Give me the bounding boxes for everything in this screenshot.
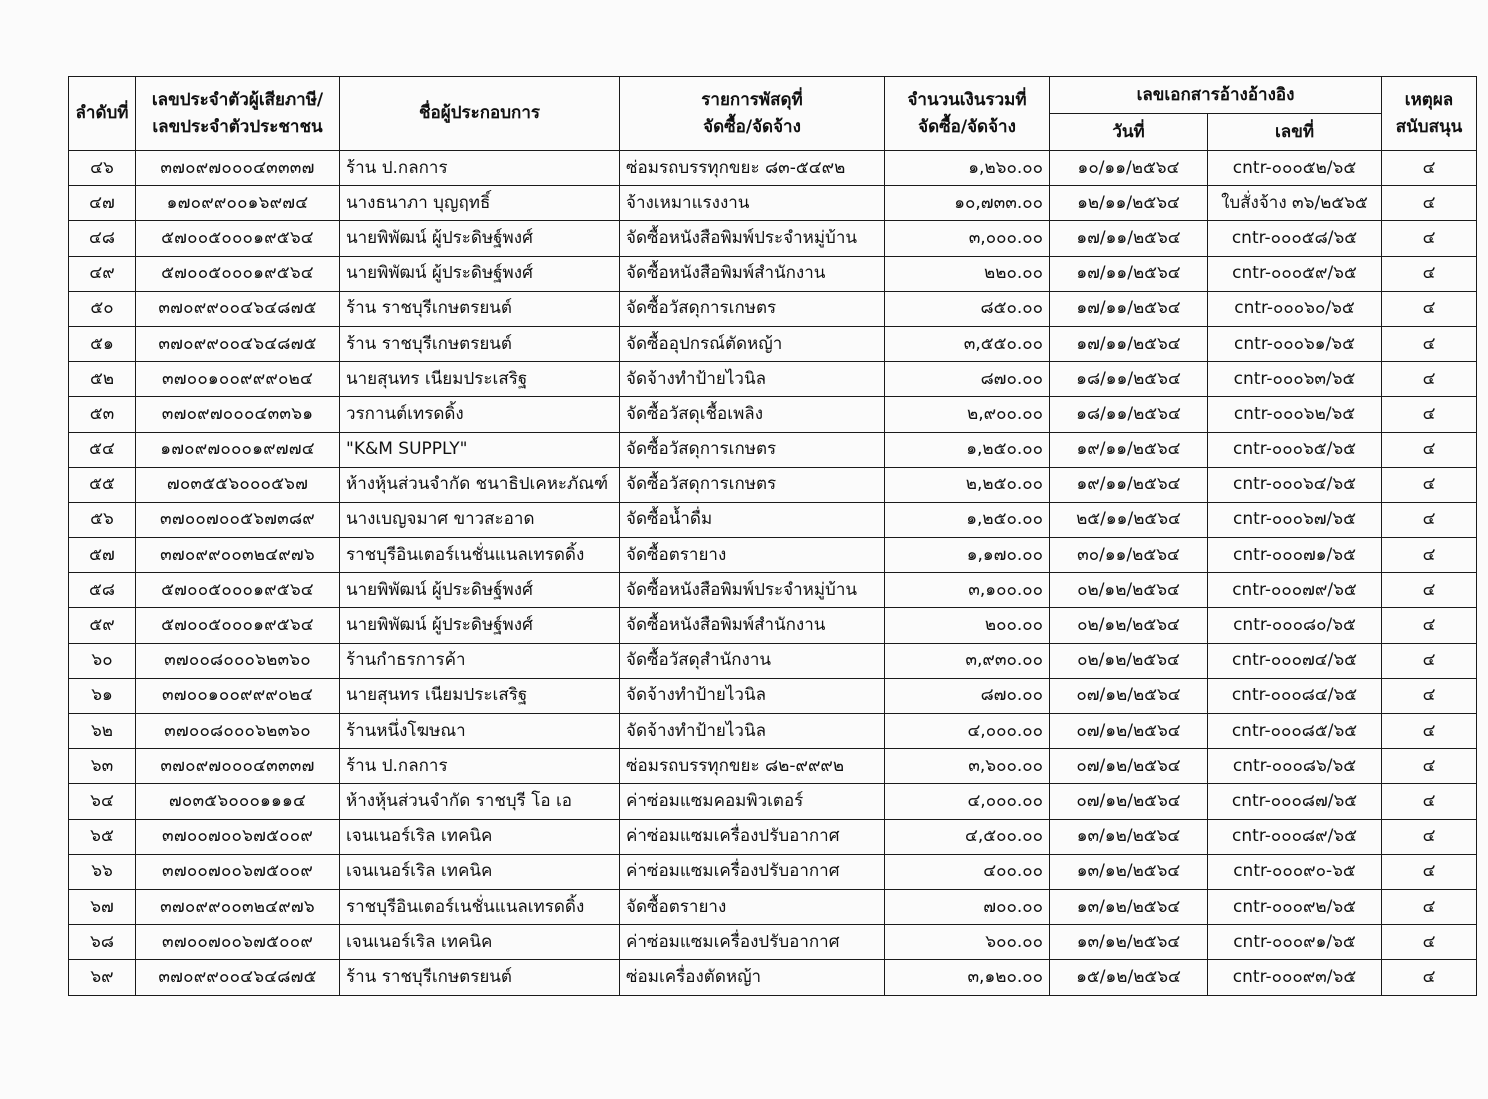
cell-no: ๖๗ <box>69 889 136 924</box>
cell-item: จัดซื้อหนังสือพิมพ์ประจำหมู่บ้าน <box>620 221 885 256</box>
cell-amount: ๘๗๐.๐๐ <box>885 362 1050 397</box>
header-taxid <box>136 77 340 151</box>
cell-date: ๐๗/๑๒/๒๕๖๔ <box>1050 714 1208 749</box>
cell-date: ๑๐/๑๑/๒๕๖๔ <box>1050 151 1208 186</box>
cell-taxid: ๓๗๐๐๗๐๐๕๖๗๓๘๙ <box>136 502 340 537</box>
cell-reason: ๔ <box>1382 573 1477 608</box>
cell-no: ๖๓ <box>69 749 136 784</box>
cell-no: ๖๒ <box>69 714 136 749</box>
cell-no: ๖๐ <box>69 643 136 678</box>
table-row <box>69 186 1477 221</box>
header-reason-line2: สนับสนุน <box>1395 116 1463 137</box>
cell-no: ๔๗ <box>69 186 136 221</box>
cell-vendor: ร้าน ป.กลการ <box>340 151 620 186</box>
cell-date: ๑๓/๑๒/๒๕๖๔ <box>1050 889 1208 924</box>
table-row <box>69 960 1477 995</box>
cell-doc-no: cntr-๐๐๐๙๒/๖๕ <box>1208 889 1382 924</box>
cell-item: ซ่อมรถบรรทุกขยะ ๘๒-๙๙๙๒ <box>620 749 885 784</box>
header-taxid-line1: เลขประจำตัวผู้เสียภาษี/ <box>151 89 324 110</box>
cell-date: ๐๒/๑๒/๒๕๖๔ <box>1050 608 1208 643</box>
cell-vendor: นางธนาภา บุญฤทธิ์ <box>340 186 620 221</box>
cell-taxid: ๓๗๐๙๙๐๐๓๒๔๙๗๖ <box>136 538 340 573</box>
cell-taxid: ๓๗๐๙๙๐๐๔๖๔๘๗๕ <box>136 960 340 995</box>
cell-amount: ๑,๒๖๐.๐๐ <box>885 151 1050 186</box>
cell-amount: ๒,๙๐๐.๐๐ <box>885 397 1050 432</box>
cell-doc-no: cntr-๐๐๐๘๙/๖๕ <box>1208 819 1382 854</box>
procurement-table <box>68 76 1477 996</box>
cell-no: ๖๑ <box>69 678 136 713</box>
cell-no: ๕๓ <box>69 397 136 432</box>
cell-doc-no: cntr-๐๐๐๗๔/๖๕ <box>1208 643 1382 678</box>
cell-reason: ๔ <box>1382 678 1477 713</box>
cell-date: ๑๗/๑๑/๒๕๖๔ <box>1050 256 1208 291</box>
cell-doc-no: cntr-๐๐๐๙๑/๖๕ <box>1208 925 1382 960</box>
cell-taxid: ๓๗๐๙๗๐๐๐๔๓๓๓๗ <box>136 151 340 186</box>
cell-reason: ๔ <box>1382 819 1477 854</box>
cell-date: ๐๗/๑๒/๒๕๖๔ <box>1050 784 1208 819</box>
cell-vendor: นายสุนทร เนียมประเสริฐ <box>340 362 620 397</box>
cell-doc-no: cntr-๐๐๐๘๖/๖๕ <box>1208 749 1382 784</box>
cell-reason: ๔ <box>1382 221 1477 256</box>
cell-doc-no: cntr-๐๐๐๘๔/๖๕ <box>1208 678 1382 713</box>
table-row <box>69 678 1477 713</box>
cell-item: จัดซื้อตรายาง <box>620 538 885 573</box>
cell-item: ซ่อมรถบรรทุกขยะ ๘๓-๕๔๙๒ <box>620 151 885 186</box>
cell-vendor: ราชบุรีอินเตอร์เนชั่นแนลเทรดดิ้ง <box>340 889 620 924</box>
cell-vendor: ร้าน ราชบุรีเกษตรยนต์ <box>340 960 620 995</box>
cell-taxid: ๓๗๐๙๗๐๐๐๔๓๓๓๗ <box>136 749 340 784</box>
cell-doc-no: cntr-๐๐๐๖๓/๖๕ <box>1208 362 1382 397</box>
cell-taxid: ๕๗๐๐๕๐๐๐๑๙๕๖๔ <box>136 573 340 608</box>
cell-amount: ๓,๑๒๐.๐๐ <box>885 960 1050 995</box>
cell-doc-no: cntr-๐๐๐๕๒/๖๕ <box>1208 151 1382 186</box>
cell-item: จัดซื้อน้ำดื่ม <box>620 502 885 537</box>
cell-amount: ๘๗๐.๐๐ <box>885 678 1050 713</box>
cell-taxid: ๗๐๓๕๖๐๐๐๑๑๑๔ <box>136 784 340 819</box>
cell-date: ๓๐/๑๑/๒๕๖๔ <box>1050 538 1208 573</box>
cell-reason: ๔ <box>1382 749 1477 784</box>
table-row <box>69 784 1477 819</box>
cell-reason: ๔ <box>1382 925 1477 960</box>
header-date: วันที่ <box>1050 114 1208 151</box>
cell-vendor: "K&M SUPPLY" <box>340 432 620 467</box>
cell-doc-no: cntr-๐๐๐๕๘/๖๕ <box>1208 221 1382 256</box>
cell-item: จัดซื้อหนังสือพิมพ์สำนักงาน <box>620 256 885 291</box>
header-amount-line1: จำนวนเงินรวมที่ <box>907 89 1027 110</box>
cell-item: ค่าซ่อมแซมเครื่องปรับอากาศ <box>620 854 885 889</box>
cell-no: ๖๘ <box>69 925 136 960</box>
table-row <box>69 889 1477 924</box>
cell-vendor: เจนเนอร์เริล เทคนิค <box>340 819 620 854</box>
cell-vendor: นายพิพัฒน์ ผู้ประดิษฐ์พงศ์ <box>340 256 620 291</box>
cell-reason: ๔ <box>1382 784 1477 819</box>
table-row <box>69 643 1477 678</box>
header-item <box>620 77 885 151</box>
cell-amount: ๒,๒๕๐.๐๐ <box>885 467 1050 502</box>
cell-date: ๐๗/๑๒/๒๕๖๔ <box>1050 749 1208 784</box>
cell-taxid: ๓๗๐๙๗๐๐๐๔๓๓๖๑ <box>136 397 340 432</box>
cell-vendor: ร้าน ราชบุรีเกษตรยนต์ <box>340 326 620 361</box>
cell-date: ๑๘/๑๑/๒๕๖๔ <box>1050 362 1208 397</box>
cell-item: จัดจ้างทำป้ายไวนิล <box>620 678 885 713</box>
table-row <box>69 573 1477 608</box>
cell-no: ๔๙ <box>69 256 136 291</box>
cell-vendor: นายพิพัฒน์ ผู้ประดิษฐ์พงศ์ <box>340 573 620 608</box>
cell-date: ๒๕/๑๑/๒๕๖๔ <box>1050 502 1208 537</box>
cell-reason: ๔ <box>1382 362 1477 397</box>
cell-taxid: ๓๗๐๐๘๐๐๐๖๒๓๖๐ <box>136 714 340 749</box>
cell-no: ๕๙ <box>69 608 136 643</box>
cell-date: ๑๓/๑๒/๒๕๖๔ <box>1050 854 1208 889</box>
cell-reason: ๔ <box>1382 538 1477 573</box>
cell-taxid: ๕๗๐๐๕๐๐๐๑๙๕๖๔ <box>136 608 340 643</box>
cell-vendor: วรกานต์เทรดดิ้ง <box>340 397 620 432</box>
cell-amount: ๓,๐๐๐.๐๐ <box>885 221 1050 256</box>
header-doc-no: เลขที่ <box>1208 114 1382 151</box>
cell-taxid: ๓๗๐๐๑๐๐๙๙๙๐๒๔ <box>136 362 340 397</box>
cell-vendor: ราชบุรีอินเตอร์เนชั่นแนลเทรดดิ้ง <box>340 538 620 573</box>
header-reason-line1: เหตุผล <box>1404 89 1454 110</box>
cell-doc-no: cntr-๐๐๐๖๗/๖๕ <box>1208 502 1382 537</box>
cell-reason: ๔ <box>1382 502 1477 537</box>
cell-vendor: นางเบญจมาศ ขาวสะอาด <box>340 502 620 537</box>
cell-date: ๑๗/๑๑/๒๕๖๔ <box>1050 221 1208 256</box>
header-amount <box>885 77 1050 151</box>
cell-date: ๑๘/๑๑/๒๕๖๔ <box>1050 397 1208 432</box>
header-item-line2: จัดซื้อ/จัดจ้าง <box>703 116 801 137</box>
cell-taxid: ๗๐๓๕๕๖๐๐๐๕๖๗ <box>136 467 340 502</box>
cell-doc-no: cntr-๐๐๐๘๗/๖๕ <box>1208 784 1382 819</box>
cell-amount: ๓,๕๕๐.๐๐ <box>885 326 1050 361</box>
cell-vendor: นายพิพัฒน์ ผู้ประดิษฐ์พงศ์ <box>340 221 620 256</box>
cell-reason: ๔ <box>1382 291 1477 326</box>
cell-reason: ๔ <box>1382 186 1477 221</box>
cell-reason: ๔ <box>1382 608 1477 643</box>
cell-no: ๖๖ <box>69 854 136 889</box>
cell-amount: ๑,๒๕๐.๐๐ <box>885 502 1050 537</box>
cell-doc-no: cntr-๐๐๐๙๓/๖๕ <box>1208 960 1382 995</box>
cell-taxid: ๑๗๐๙๙๐๐๑๖๙๗๔ <box>136 186 340 221</box>
cell-reason: ๔ <box>1382 397 1477 432</box>
cell-date: ๑๒/๑๑/๒๕๖๔ <box>1050 186 1208 221</box>
header-taxid-line2: เลขประจำตัวประชาชน <box>152 116 323 137</box>
cell-taxid: ๓๗๐๙๙๐๐๓๒๔๙๗๖ <box>136 889 340 924</box>
cell-reason: ๔ <box>1382 960 1477 995</box>
cell-date: ๑๙/๑๑/๒๕๖๔ <box>1050 467 1208 502</box>
table-row <box>69 256 1477 291</box>
table-row <box>69 854 1477 889</box>
cell-amount: ๒๒๐.๐๐ <box>885 256 1050 291</box>
cell-date: ๑๗/๑๑/๒๕๖๔ <box>1050 326 1208 361</box>
cell-item: จัดซื้อวัสดุสำนักงาน <box>620 643 885 678</box>
cell-reason: ๔ <box>1382 256 1477 291</box>
cell-taxid: ๓๗๐๐๗๐๐๖๗๕๐๐๙ <box>136 925 340 960</box>
header-amount-line2: จัดซื้อ/จัดจ้าง <box>918 116 1016 137</box>
table-row <box>69 608 1477 643</box>
cell-item: ค่าซ่อมแซมคอมพิวเตอร์ <box>620 784 885 819</box>
cell-doc-no: cntr-๐๐๐๖๑/๖๕ <box>1208 326 1382 361</box>
cell-doc-no: cntr-๐๐๐๗๑/๖๕ <box>1208 538 1382 573</box>
header-no: ลำดับที่ <box>69 77 136 151</box>
table-row <box>69 925 1477 960</box>
table-body <box>69 151 1477 996</box>
cell-vendor: ร้าน ราชบุรีเกษตรยนต์ <box>340 291 620 326</box>
header-reason <box>1382 77 1477 151</box>
cell-no: ๕๑ <box>69 326 136 361</box>
table-header <box>69 77 1477 151</box>
cell-vendor: ห้างหุ้นส่วนจำกัด ราชบุรี โอ เอ <box>340 784 620 819</box>
cell-taxid: ๑๗๐๙๗๐๐๐๑๙๗๗๔ <box>136 432 340 467</box>
cell-amount: ๔,๐๐๐.๐๐ <box>885 784 1050 819</box>
cell-no: ๕๘ <box>69 573 136 608</box>
cell-no: ๔๖ <box>69 151 136 186</box>
cell-taxid: ๓๗๐๐๑๐๐๙๙๙๐๒๔ <box>136 678 340 713</box>
cell-doc-no: cntr-๐๐๐๙๐-๖๕ <box>1208 854 1382 889</box>
cell-doc-no: cntr-๐๐๐๖๐/๖๕ <box>1208 291 1382 326</box>
cell-item: ซ่อมเครื่องตัดหญ้า <box>620 960 885 995</box>
cell-no: ๕๒ <box>69 362 136 397</box>
cell-item: จัดซื้อหนังสือพิมพ์สำนักงาน <box>620 608 885 643</box>
cell-no: ๕๗ <box>69 538 136 573</box>
cell-no: ๖๔ <box>69 784 136 819</box>
cell-vendor: ร้านหนึ่งโฆษณา <box>340 714 620 749</box>
cell-amount: ๓,๖๐๐.๐๐ <box>885 749 1050 784</box>
cell-vendor: นายพิพัฒน์ ผู้ประดิษฐ์พงศ์ <box>340 608 620 643</box>
cell-taxid: ๕๗๐๐๕๐๐๐๑๙๕๖๔ <box>136 256 340 291</box>
cell-taxid: ๓๗๐๙๙๐๐๔๖๔๘๗๕ <box>136 326 340 361</box>
cell-date: ๑๙/๑๑/๒๕๖๔ <box>1050 432 1208 467</box>
table-row <box>69 467 1477 502</box>
cell-doc-no: cntr-๐๐๐๖๒/๖๕ <box>1208 397 1382 432</box>
cell-reason: ๔ <box>1382 854 1477 889</box>
cell-reason: ๔ <box>1382 889 1477 924</box>
header-item-line1: รายการพัสดุที่ <box>701 89 803 110</box>
cell-vendor: นายสุนทร เนียมประเสริฐ <box>340 678 620 713</box>
cell-amount: ๒๐๐.๐๐ <box>885 608 1050 643</box>
cell-item: จัดซื้อวัสดุเชื้อเพลิง <box>620 397 885 432</box>
cell-amount: ๓,๙๓๐.๐๐ <box>885 643 1050 678</box>
cell-reason: ๔ <box>1382 151 1477 186</box>
cell-vendor: เจนเนอร์เริล เทคนิค <box>340 854 620 889</box>
cell-amount: ๔๐๐.๐๐ <box>885 854 1050 889</box>
cell-item: จัดซื้อวัสดุการเกษตร <box>620 432 885 467</box>
cell-taxid: ๓๗๐๐๗๐๐๖๗๕๐๐๙ <box>136 854 340 889</box>
cell-item: จัดซื้อวัสดุการเกษตร <box>620 467 885 502</box>
table-row <box>69 326 1477 361</box>
cell-amount: ๗๐๐.๐๐ <box>885 889 1050 924</box>
cell-taxid: ๓๗๐๐๘๐๐๐๖๒๓๖๐ <box>136 643 340 678</box>
cell-no: ๕๖ <box>69 502 136 537</box>
table-row <box>69 151 1477 186</box>
cell-doc-no: cntr-๐๐๐๘๐/๖๕ <box>1208 608 1382 643</box>
cell-no: ๕๔ <box>69 432 136 467</box>
cell-amount: ๑,๑๗๐.๐๐ <box>885 538 1050 573</box>
cell-amount: ๓,๑๐๐.๐๐ <box>885 573 1050 608</box>
table-row <box>69 502 1477 537</box>
cell-item: จัดซื้อตรายาง <box>620 889 885 924</box>
cell-doc-no: cntr-๐๐๐๕๙/๖๕ <box>1208 256 1382 291</box>
cell-amount: ๘๕๐.๐๐ <box>885 291 1050 326</box>
cell-amount: ๔,๕๐๐.๐๐ <box>885 819 1050 854</box>
table-row <box>69 432 1477 467</box>
cell-no: ๕๕ <box>69 467 136 502</box>
cell-date: ๐๒/๑๒/๒๕๖๔ <box>1050 573 1208 608</box>
cell-no: ๔๘ <box>69 221 136 256</box>
cell-date: ๑๓/๑๒/๒๕๖๔ <box>1050 925 1208 960</box>
cell-doc-no: cntr-๐๐๐๘๕/๖๕ <box>1208 714 1382 749</box>
cell-taxid: ๕๗๐๐๕๐๐๐๑๙๕๖๔ <box>136 221 340 256</box>
cell-item: จ้างเหมาแรงงาน <box>620 186 885 221</box>
table-row <box>69 714 1477 749</box>
cell-date: ๐๒/๑๒/๒๕๖๔ <box>1050 643 1208 678</box>
cell-amount: ๖๐๐.๐๐ <box>885 925 1050 960</box>
cell-reason: ๔ <box>1382 432 1477 467</box>
cell-vendor: ร้าน ป.กลการ <box>340 749 620 784</box>
cell-item: จัดจ้างทำป้ายไวนิล <box>620 714 885 749</box>
cell-no: ๖๙ <box>69 960 136 995</box>
cell-reason: ๔ <box>1382 326 1477 361</box>
cell-taxid: ๓๗๐๙๙๐๐๔๖๔๘๗๕ <box>136 291 340 326</box>
cell-date: ๑๗/๑๑/๒๕๖๔ <box>1050 291 1208 326</box>
table-row <box>69 749 1477 784</box>
cell-vendor: ห้างหุ้นส่วนจำกัด ชนาธิปเคหะภัณฑ์ <box>340 467 620 502</box>
table-row <box>69 221 1477 256</box>
cell-date: ๐๗/๑๒/๒๕๖๔ <box>1050 678 1208 713</box>
cell-vendor: ร้านกำธรการค้า <box>340 643 620 678</box>
cell-no: ๖๕ <box>69 819 136 854</box>
cell-taxid: ๓๗๐๐๗๐๐๖๗๕๐๐๙ <box>136 819 340 854</box>
cell-amount: ๔,๐๐๐.๐๐ <box>885 714 1050 749</box>
cell-no: ๕๐ <box>69 291 136 326</box>
cell-reason: ๔ <box>1382 643 1477 678</box>
cell-doc-no: cntr-๐๐๐๗๙/๖๕ <box>1208 573 1382 608</box>
cell-reason: ๔ <box>1382 467 1477 502</box>
table-row <box>69 397 1477 432</box>
cell-amount: ๑๐,๗๓๓.๐๐ <box>885 186 1050 221</box>
cell-item: จัดซื้อหนังสือพิมพ์ประจำหมู่บ้าน <box>620 573 885 608</box>
cell-item: ค่าซ่อมแซมเครื่องปรับอากาศ <box>620 819 885 854</box>
cell-doc-no: cntr-๐๐๐๖๔/๖๕ <box>1208 467 1382 502</box>
table-row <box>69 291 1477 326</box>
cell-doc-no: cntr-๐๐๐๖๕/๖๕ <box>1208 432 1382 467</box>
cell-date: ๑๓/๑๒/๒๕๖๔ <box>1050 819 1208 854</box>
cell-item: จัดจ้างทำป้ายไวนิล <box>620 362 885 397</box>
cell-doc-no: ใบสั่งจ้าง ๓๖/๒๕๖๕ <box>1208 186 1382 221</box>
header-ref-doc: เลขเอกสารอ้างอ้างอิง <box>1050 77 1382 114</box>
cell-date: ๑๕/๑๒/๒๕๖๔ <box>1050 960 1208 995</box>
table-row <box>69 362 1477 397</box>
cell-reason: ๔ <box>1382 714 1477 749</box>
cell-amount: ๑,๒๕๐.๐๐ <box>885 432 1050 467</box>
cell-vendor: เจนเนอร์เริล เทคนิค <box>340 925 620 960</box>
cell-item: ค่าซ่อมแซมเครื่องปรับอากาศ <box>620 925 885 960</box>
cell-item: จัดซื้อวัสดุการเกษตร <box>620 291 885 326</box>
header-vendor: ชื่อผู้ประกอบการ <box>340 77 620 151</box>
table-row <box>69 819 1477 854</box>
cell-item: จัดซื้ออุปกรณ์ตัดหญ้า <box>620 326 885 361</box>
table-row <box>69 538 1477 573</box>
